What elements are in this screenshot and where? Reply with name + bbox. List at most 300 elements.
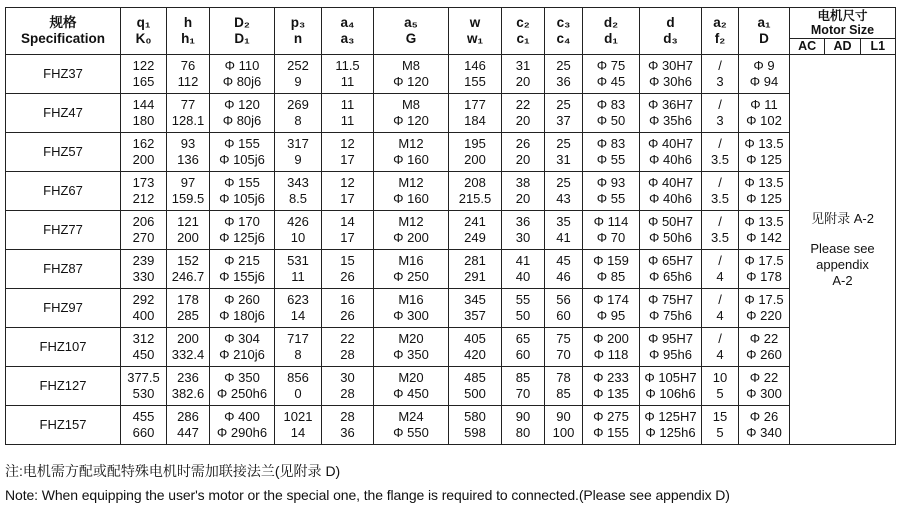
cell-value-top: Φ 22 <box>749 331 779 346</box>
cell-value-bottom: Φ 160 <box>393 152 429 167</box>
table-cell <box>275 94 322 133</box>
cell-value-bottom: Φ 105j6 <box>219 191 265 206</box>
cell-value-top: / <box>718 97 722 112</box>
cell-value-bottom: Φ 160 <box>393 191 429 206</box>
table-row <box>6 55 896 94</box>
header-specification <box>6 8 121 55</box>
cell-value-bottom: 4 <box>716 269 724 284</box>
cell-value-top: 36 <box>515 214 531 229</box>
row-model-name: FHZ107 <box>6 328 121 367</box>
table-cell <box>275 172 322 211</box>
header-col-2 <box>167 8 210 55</box>
cell-value-bottom: Φ 50h6 <box>649 230 692 245</box>
cell-value-top: 15 <box>340 253 355 268</box>
cell-value-bottom: 14 <box>290 308 306 323</box>
table-cell <box>322 406 374 445</box>
cell-value-top: 177 <box>464 97 486 112</box>
cell-value-top: 345 <box>464 292 486 307</box>
cell-value-bottom: 8 <box>294 113 302 128</box>
cell-value-bottom: 530 <box>132 386 155 401</box>
table-cell <box>374 133 449 172</box>
cell-value-bottom: 28 <box>340 347 355 362</box>
cell-value-top: Φ 13.5 <box>744 214 784 229</box>
cell-value-top: / <box>718 175 722 190</box>
table-cell <box>275 55 322 94</box>
table-row <box>6 367 896 406</box>
cell-value-top: Φ 200 <box>593 331 629 346</box>
table-cell <box>121 211 167 250</box>
header-col-8 <box>502 8 545 55</box>
cell-value-bottom: 112 <box>177 74 199 89</box>
cell-value-top: 25 <box>556 58 571 73</box>
cell-value-top: 173 <box>132 175 155 190</box>
motor-sub-ad: AD <box>824 39 859 54</box>
header-label-bottom: n <box>293 31 303 46</box>
header-label-bottom: d₃ <box>663 31 678 46</box>
table-cell <box>167 172 210 211</box>
table-cell <box>583 94 640 133</box>
cell-value-top: 31 <box>515 58 531 73</box>
cell-value-bottom: Φ 40h6 <box>649 152 692 167</box>
cell-value-bottom: Φ 65h6 <box>649 269 692 284</box>
cell-value-top: 178 <box>177 292 199 307</box>
cell-value-bottom: Φ 85 <box>596 269 626 284</box>
row-model-name: FHZ37 <box>6 55 121 94</box>
note-chinese: 注:电机需方配或配特殊电机时需加联接法兰(见附录 D) <box>5 463 341 479</box>
table-cell <box>545 172 583 211</box>
row-model-name: FHZ97 <box>6 289 121 328</box>
cell-value-bottom: 17 <box>340 152 355 167</box>
table-cell <box>545 406 583 445</box>
cell-value-top: M20 <box>398 370 424 385</box>
cell-value-top: 38 <box>515 175 531 190</box>
cell-value-top: / <box>718 331 722 346</box>
cell-value-top: 856 <box>287 370 309 385</box>
table-cell <box>374 55 449 94</box>
cell-value-top: 90 <box>515 409 531 424</box>
cell-value-bottom: 9 <box>294 74 302 89</box>
header-col-9 <box>545 8 583 55</box>
header-label-bottom: G <box>405 31 417 46</box>
header-col-12 <box>702 8 739 55</box>
cell-value-top: M12 <box>398 136 424 151</box>
table-cell <box>322 250 374 289</box>
cell-value-top: 281 <box>464 253 486 268</box>
table-cell <box>640 133 702 172</box>
cell-value-top: 14 <box>340 214 355 229</box>
cell-value-top: 93 <box>180 136 196 151</box>
table-cell <box>640 94 702 133</box>
cell-value-bottom: 3.5 <box>710 152 730 167</box>
table-cell <box>167 406 210 445</box>
header-label-top: c₂ <box>516 15 530 30</box>
row-model-name: FHZ77 <box>6 211 121 250</box>
cell-value-bottom: 500 <box>464 386 486 401</box>
cell-value-top: Φ 75H7 <box>647 292 694 307</box>
cell-value-top: Φ 17.5 <box>744 253 784 268</box>
motor-size-header <box>790 8 896 55</box>
table-cell <box>210 172 275 211</box>
table-cell <box>640 211 702 250</box>
cell-value-bottom: 26 <box>340 269 355 284</box>
cell-value-top: 12 <box>340 136 355 151</box>
cell-value-top: 22 <box>340 331 355 346</box>
cell-value-top: Φ 65H7 <box>647 253 694 268</box>
table-cell <box>502 250 545 289</box>
header-label-top: 规格 <box>49 15 77 30</box>
cell-value-top: 252 <box>287 58 309 73</box>
cell-value-top: 312 <box>132 331 155 346</box>
table-cell <box>449 211 502 250</box>
table-row <box>6 289 896 328</box>
table-cell <box>167 94 210 133</box>
cell-value-top: / <box>718 58 722 73</box>
header-label-top: p₃ <box>290 15 306 30</box>
header-label-top: d₂ <box>603 15 619 30</box>
cell-value-top: 85 <box>515 370 531 385</box>
table-cell <box>545 367 583 406</box>
cell-value-bottom: 80 <box>515 425 531 440</box>
table-cell <box>210 250 275 289</box>
cell-value-bottom: 9 <box>294 152 302 167</box>
cell-value-bottom: 200 <box>177 230 199 245</box>
header-label-bottom: D <box>759 31 769 46</box>
table-body <box>6 55 896 445</box>
cell-value-bottom: Φ 142 <box>746 230 782 245</box>
table-row <box>6 94 896 133</box>
header-col-11 <box>640 8 702 55</box>
cell-value-bottom: 36 <box>556 74 571 89</box>
table-cell <box>210 133 275 172</box>
header-col-13 <box>739 8 790 55</box>
cell-value-top: Φ 40H7 <box>647 175 694 190</box>
table-cell <box>502 211 545 250</box>
cell-value-top: 343 <box>287 175 309 190</box>
table-cell <box>167 367 210 406</box>
row-model-name: FHZ127 <box>6 367 121 406</box>
cell-value-bottom: Φ 94 <box>749 74 779 89</box>
cell-value-bottom: 40 <box>515 269 531 284</box>
specification-table <box>5 7 896 445</box>
cell-value-top: 16 <box>340 292 355 307</box>
cell-value-bottom: 31 <box>556 152 571 167</box>
table-row <box>6 406 896 445</box>
table-cell <box>121 406 167 445</box>
table-cell <box>210 406 275 445</box>
cell-value-top: Φ 17.5 <box>744 292 784 307</box>
cell-value-bottom: Φ 50 <box>596 113 626 128</box>
cell-value-bottom: Φ 125 <box>746 152 782 167</box>
cell-value-bottom: 11 <box>340 113 355 128</box>
table-cell <box>374 406 449 445</box>
cell-value-bottom: 212 <box>132 191 155 206</box>
table-cell <box>374 289 449 328</box>
cell-value-bottom: Φ 300 <box>393 308 429 323</box>
header-label-top: a₅ <box>404 15 418 30</box>
cell-value-bottom: Φ 220 <box>746 308 782 323</box>
header-label-top: h <box>183 15 193 30</box>
table-cell <box>640 328 702 367</box>
cell-value-top: 405 <box>464 331 486 346</box>
cell-value-top: 10 <box>712 370 728 385</box>
cell-value-top: 22 <box>515 97 531 112</box>
cell-value-bottom: Φ 118 <box>593 347 629 362</box>
cell-value-top: M24 <box>398 409 424 424</box>
table-cell <box>702 133 739 172</box>
header-label-bottom: K₀ <box>135 31 152 46</box>
cell-value-bottom: 50 <box>515 308 531 323</box>
cell-value-bottom: 5 <box>716 386 724 401</box>
table-cell <box>545 328 583 367</box>
table-cell <box>322 133 374 172</box>
cell-value-bottom: 20 <box>515 191 531 206</box>
header-label-bottom: c₄ <box>556 31 571 46</box>
cell-value-top: 485 <box>464 370 486 385</box>
table-cell <box>702 367 739 406</box>
cell-value-bottom: Φ 180j6 <box>219 308 265 323</box>
motor-note-zh: 见附录 A-2 <box>811 210 874 226</box>
row-model-name: FHZ157 <box>6 406 121 445</box>
table-cell <box>322 328 374 367</box>
cell-value-top: Φ 22 <box>749 370 779 385</box>
table-cell <box>275 406 322 445</box>
cell-value-top: Φ 114 <box>593 214 629 229</box>
cell-value-bottom: 26 <box>340 308 355 323</box>
table-cell <box>449 367 502 406</box>
row-model-name: FHZ67 <box>6 172 121 211</box>
cell-value-top: 78 <box>556 370 571 385</box>
cell-value-top: 580 <box>464 409 486 424</box>
table-cell <box>275 328 322 367</box>
motor-size-title-en: Motor Size <box>810 23 875 37</box>
cell-value-bottom: Φ 105j6 <box>219 152 265 167</box>
table-cell <box>322 55 374 94</box>
table-cell <box>374 172 449 211</box>
motor-sub-l1: L1 <box>860 39 895 54</box>
cell-value-top: Φ 75 <box>596 58 626 73</box>
table-row <box>6 328 896 367</box>
table-cell <box>322 367 374 406</box>
table-cell <box>502 94 545 133</box>
cell-value-bottom: Φ 125j6 <box>219 230 265 245</box>
header-col-5 <box>322 8 374 55</box>
table-cell <box>449 55 502 94</box>
cell-value-top: 12 <box>340 175 355 190</box>
cell-value-top: 35 <box>556 214 571 229</box>
header-label-top: c₃ <box>556 15 571 30</box>
cell-value-bottom: 165 <box>132 74 155 89</box>
table-cell <box>640 55 702 94</box>
header-label-bottom: a₃ <box>340 31 355 46</box>
table-cell <box>449 133 502 172</box>
cell-value-top: 26 <box>515 136 531 151</box>
cell-value-top: Φ 30H7 <box>647 58 694 73</box>
table-cell <box>583 55 640 94</box>
table-cell <box>702 172 739 211</box>
cell-value-top: Φ 170 <box>224 214 260 229</box>
cell-value-top: 206 <box>132 214 155 229</box>
cell-value-top: Φ 93 <box>596 175 626 190</box>
cell-value-bottom: Φ 250 <box>393 269 429 284</box>
cell-value-bottom: Φ 80j6 <box>222 74 262 89</box>
table-cell <box>275 367 322 406</box>
table-cell <box>210 328 275 367</box>
table-cell <box>210 55 275 94</box>
table-cell <box>583 328 640 367</box>
cell-value-top: 717 <box>287 331 309 346</box>
cell-value-top: 76 <box>180 58 196 73</box>
cell-value-bottom: 291 <box>464 269 486 284</box>
note-english: Note: When equipping the user's motor or the special one, the flange is required to connected.(Please see appendix D) <box>5 487 730 503</box>
cell-value-bottom: Φ 260 <box>746 347 782 362</box>
cell-value-bottom: 46 <box>556 269 571 284</box>
cell-value-top: M8 <box>401 97 421 112</box>
table-cell <box>121 55 167 94</box>
table-cell <box>702 406 739 445</box>
cell-value-bottom: Φ 125 <box>746 191 782 206</box>
cell-value-bottom: 330 <box>132 269 155 284</box>
cell-value-top: 286 <box>177 409 199 424</box>
table-cell <box>739 94 790 133</box>
cell-value-bottom: Φ 155j6 <box>219 269 265 284</box>
cell-value-top: 241 <box>464 214 486 229</box>
table-cell <box>210 94 275 133</box>
table-cell <box>739 172 790 211</box>
table-cell <box>545 250 583 289</box>
table-cell <box>502 328 545 367</box>
cell-value-bottom: 60 <box>556 308 571 323</box>
header-col-7 <box>449 8 502 55</box>
cell-value-bottom: 180 <box>132 113 155 128</box>
cell-value-top: Φ 215 <box>224 253 260 268</box>
cell-value-top: Φ 120 <box>224 97 260 112</box>
cell-value-top: 121 <box>177 214 199 229</box>
cell-value-top: 269 <box>287 97 309 112</box>
motor-size-title-zh: 电机尺寸 <box>817 9 868 23</box>
header-col-4 <box>275 8 322 55</box>
cell-value-bottom: 450 <box>132 347 155 362</box>
cell-value-bottom: 10 <box>290 230 306 245</box>
cell-value-top: 236 <box>177 370 199 385</box>
cell-value-bottom: 60 <box>515 347 531 362</box>
cell-value-top: 55 <box>515 292 531 307</box>
table-cell <box>545 211 583 250</box>
cell-value-top: Φ 125H7 <box>644 409 697 424</box>
header-label-bottom: Specification <box>20 31 106 46</box>
table-cell <box>640 367 702 406</box>
cell-value-bottom: 4 <box>716 347 724 362</box>
cell-value-bottom: 36 <box>340 425 355 440</box>
table-cell <box>167 55 210 94</box>
table-cell <box>210 211 275 250</box>
cell-value-bottom: 11 <box>291 269 305 284</box>
cell-value-top: Φ 304 <box>224 331 260 346</box>
table-cell <box>583 211 640 250</box>
cell-value-top: / <box>718 136 722 151</box>
cell-value-bottom: Φ 102 <box>746 113 782 128</box>
table-cell <box>275 250 322 289</box>
cell-value-bottom: 37 <box>556 113 571 128</box>
table-cell <box>121 94 167 133</box>
table-cell <box>502 55 545 94</box>
table-cell <box>739 55 790 94</box>
cell-value-top: 162 <box>132 136 155 151</box>
cell-value-bottom: Φ 135 <box>593 386 629 401</box>
table-row <box>6 172 896 211</box>
table-cell <box>167 289 210 328</box>
motor-note-en-line: Please see <box>810 240 875 256</box>
table-cell <box>121 328 167 367</box>
motor-size-note <box>790 55 896 445</box>
cell-value-bottom: 85 <box>556 386 571 401</box>
table-cell <box>739 328 790 367</box>
table-cell <box>322 289 374 328</box>
cell-value-bottom: 100 <box>552 425 575 440</box>
cell-value-bottom: Φ 210j6 <box>219 347 265 362</box>
cell-value-top: 146 <box>464 58 486 73</box>
table-cell <box>583 289 640 328</box>
header-label-top: w <box>469 15 481 30</box>
cell-value-top: Φ 159 <box>593 253 629 268</box>
table-cell <box>739 367 790 406</box>
cell-value-bottom: 20 <box>515 152 531 167</box>
cell-value-top: M12 <box>398 175 424 190</box>
table-cell <box>167 133 210 172</box>
cell-value-bottom: 20 <box>515 74 531 89</box>
cell-value-bottom: Φ 55 <box>596 191 626 206</box>
table-cell <box>210 289 275 328</box>
cell-value-bottom: 400 <box>132 308 155 323</box>
cell-value-top: 25 <box>556 136 571 151</box>
table-row <box>6 133 896 172</box>
cell-value-bottom: 17 <box>340 230 355 245</box>
table-cell <box>121 172 167 211</box>
cell-value-bottom: Φ 70 <box>596 230 626 245</box>
cell-value-bottom: 184 <box>464 113 486 128</box>
table-cell <box>545 55 583 94</box>
table-cell <box>322 211 374 250</box>
table-cell <box>449 94 502 133</box>
cell-value-top: M8 <box>401 58 421 73</box>
header-row <box>6 8 896 55</box>
cell-value-bottom: 200 <box>132 152 155 167</box>
table-cell <box>702 289 739 328</box>
table-cell <box>702 250 739 289</box>
cell-value-bottom: 41 <box>556 230 571 245</box>
header-label-top: a₁ <box>757 15 771 30</box>
cell-value-top: / <box>718 292 722 307</box>
table-row <box>6 211 896 250</box>
table-cell <box>121 133 167 172</box>
cell-value-bottom: Φ 80j6 <box>222 113 262 128</box>
table-cell <box>583 250 640 289</box>
cell-value-bottom: Φ 45 <box>596 74 626 89</box>
table-cell <box>449 250 502 289</box>
header-label-top: d <box>666 15 675 30</box>
cell-value-top: Φ 36H7 <box>647 97 694 112</box>
table-cell <box>275 289 322 328</box>
cell-value-top: 455 <box>132 409 155 424</box>
cell-value-bottom: Φ 106h6 <box>645 386 696 401</box>
table-cell <box>502 172 545 211</box>
row-model-name: FHZ47 <box>6 94 121 133</box>
header-label-top: q₁ <box>136 15 151 30</box>
cell-value-bottom: Φ 300 <box>746 386 782 401</box>
header-label-bottom: w₁ <box>466 31 484 46</box>
cell-value-top: Φ 110 <box>224 58 260 73</box>
table-cell <box>502 133 545 172</box>
cell-value-top: 25 <box>556 175 571 190</box>
